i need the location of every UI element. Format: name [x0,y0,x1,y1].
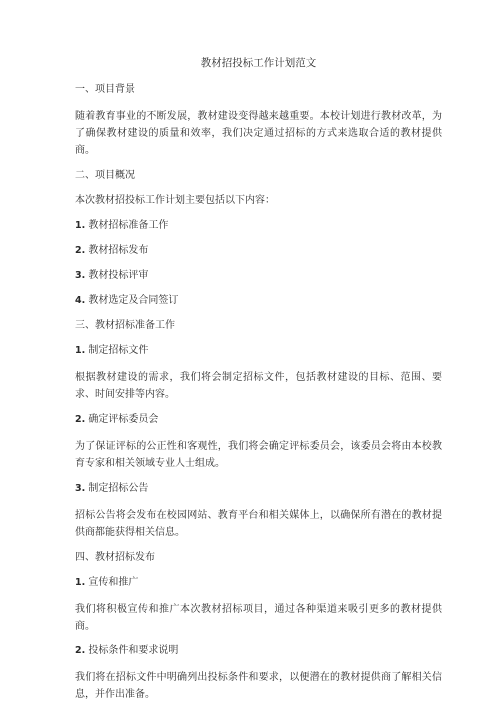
list-item [75,294,442,307]
subsection-number: 1. [75,345,86,356]
list-item-text: 教材投标评审 [88,270,149,281]
list-item-text: 教材选定及合同签订 [88,295,179,306]
subsection-title-text: 制定招标公告 [88,483,149,494]
subsection-paragraph: 招标公告将会发布在校园网站、教育平台和相关媒体上，以确保所有潜在的教材提供商都能获得相关信息。 [75,510,442,538]
section-heading-background: 一、项目背景 [75,84,135,95]
list-item-text: 教材招标发布 [88,245,149,256]
subsection-paragraph: 根据教材建设的需求，我们将会制定招标文件，包括教材建设的目标、范围、要求、时间安排等内容。 [75,372,442,400]
subsection-title [75,482,442,495]
section-heading-preparation: 三、教材招标准备工作 [75,320,175,331]
subsection-paragraph: 为了保证评标的公正性和客观性，我们将会确定评标委员会，该委员会将由本校教育专家和相关领域专业人士组成。 [75,441,442,469]
list-item-number: 2. [75,245,86,256]
subsection-title [75,344,442,357]
background-paragraph: 随着教育事业的不断发展，教材建设变得越来越重要。本校计划进行教材改革，为了确保教材建设的质量和效率，我们决定通过招标的方式来选取合适的教材提供商。 [75,111,442,156]
document-title: 教材招投标工作计划范文 [200,57,317,69]
subsection-title [75,644,442,657]
section-heading-release: 四、教材招标发布 [75,552,155,563]
subsection-paragraph: 我们将积极宣传和推广本次教材招标项目，通过各种渠道来吸引更多的教材提供商。 [75,604,442,632]
overview-intro: 本次教材招投标工作计划主要包括以下内容： [75,195,275,206]
subsection-title-text: 宣传和推广 [88,577,139,588]
subsection-title-text: 投标条件和要求说明 [88,645,179,656]
list-item [75,269,442,282]
subsection-title [75,413,442,426]
list-item-text: 教材招标准备工作 [88,220,169,231]
subsection-number: 2. [75,645,86,656]
list-item-number: 1. [75,220,86,231]
subsection-title [75,576,442,589]
subsection-title-text: 确定评标委员会 [88,414,159,425]
list-item [75,244,442,257]
subsection-number: 1. [75,577,86,588]
list-item [75,219,442,232]
subsection-number: 3. [75,483,86,494]
list-item-number: 3. [75,270,86,281]
subsection-paragraph: 我们将在招标文件中明确列出投标条件和要求，以便潜在的教材提供商了解相关信息，并作出准备。 [75,672,442,700]
section-heading-overview: 二、项目概况 [75,170,135,181]
subsection-title-text: 制定招标文件 [88,345,149,356]
list-item-number: 4. [75,295,86,306]
subsection-number: 2. [75,414,86,425]
